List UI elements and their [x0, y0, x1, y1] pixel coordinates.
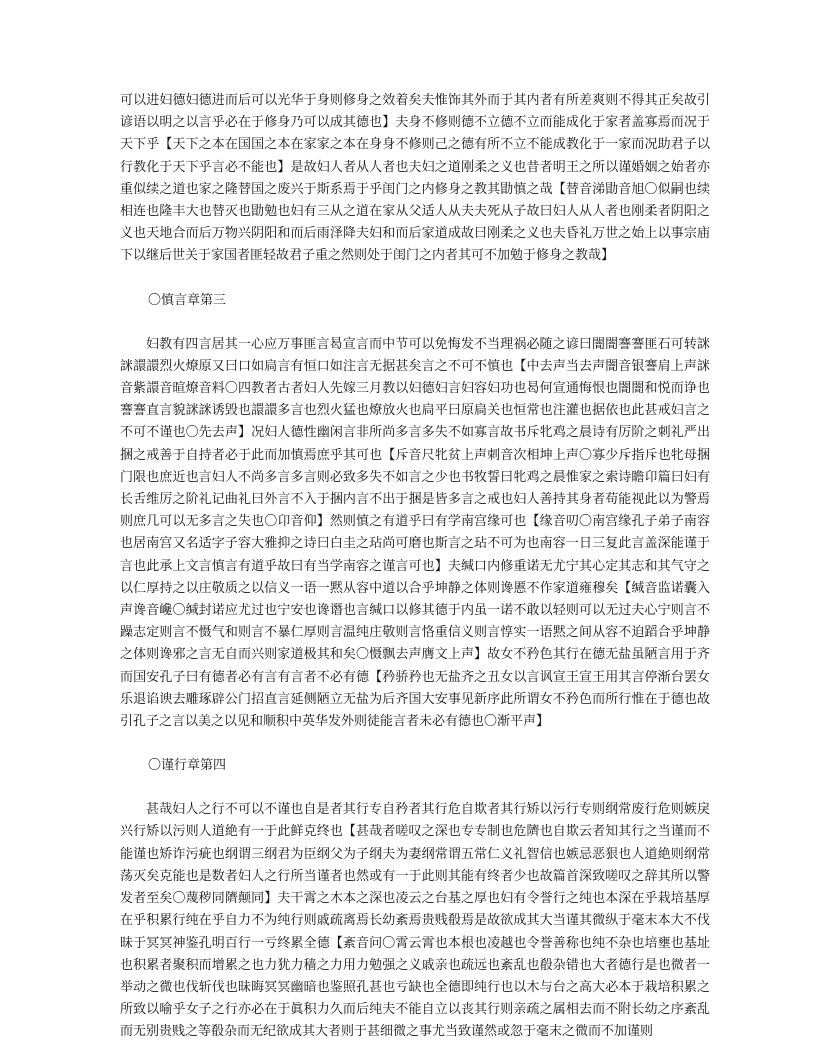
paragraph-continuation: 可以进妇德妇德进而后可以光华于身则修身之效着矣夫惟饰其外而于其内者有所差爽则不得其正矣故引谚语以明之以言乎必在于修身乃可以成其德也】夫身不修则德不立德不立而能成化于家者盖寡焉而况于天下乎【天下之本在国国之本在家家之本在身身不修则己之德有所不立不能成教化于一家而况助君子以行教化于天下乎言必不能也】是故妇人者从人者也夫妇之道刚柔之义也昔者明王之所以谨婚姻之始者亦重似续之道也家之隆替国之废兴于斯系焉于乎闺门之内修身之教其勖慎之哉【替音涕勖音旭〇似嗣也续相连也隆丰大也替灭也勖勉也妇有三从之道在家从父适人从夫夫死从子故曰妇人从人者也刚柔者阴阳之义也天地合而后万物兴阴阳和而后雨泽降夫妇和而后家道成故曰刚柔之义也夫昏礼万世之始上以事宗庙下以继后世关于家国者匪轻故君子重之然则处于闺门之内者其可不加勉于修身之教哉】 — [120, 93, 710, 264]
document-page — [120, 90, 710, 1044]
chapter-heading-conduct: 〇谨行章第四 — [148, 758, 227, 774]
chapter-heading-speech: 〇慎言章第三 — [148, 292, 227, 308]
paragraph-conduct: 甚哉妇人之行不可以不谨也自是者其行专自矜者其行危自欺者其行矫以污行专则纲常废行危则嫉戾兴行矫以污则人道絶有一于此鲜克终也【甚哉者嗟叹之深也专专制也危隮也自欺云者知其行之当谨而不能谨也矫诈污疵也纲谓三纲君为臣纲父为子纲夫为妻纲常谓五常仁义礼智信也嫉忌恶狠也人道絶则纲常荡灭矣克能也是数者妇人之行所当谨者也然或有一于此则其能有终者少也故篇首深致嗟叹之辞其所以警发者至矣〇蔑秽同隮颠同】夫干霄之木本之深也凌云之台基之厚也妇有令誉行之纯也本深在乎栽培基厚在乎积累行纯在乎自力不为纯行则戚疏离焉长幼紊焉贵贱殽焉是故欲成其大当谨其微纵于毫末本大不伐昧于冥冥神鉴孔明百行一亏终累全德【紊音问〇霄云霄也本根也凌越也令誉善称也纯不杂也培壅也基址也积累者聚积而增累之也力犹力穑之力用力勉强之义戚亲也疏远也紊乱也殽杂错也大者德行是也微者一举动之微也伐斩伐也昧晦冥冥幽暗也鉴照孔甚也亏缺也全德即纯行也以木与台之高大必本于栽培积累之所致以喻乎女子之行亦必在于眞积力久而后纯夫不能自立以丧其行则亲疏之属相去而不附长幼之序紊乱而无别贵贱之等殽杂而无纪欲成其大者则于甚细微之事尤当致谨然或忽于毫末之微而不加谨则 — [120, 802, 710, 1040]
paragraph-speech: 妇教有四言居其一心应万事匪言曷宣言而中节可以免悔发不当理祸必随之谚曰闇闇謇謇匪石可转詸詸譞譞烈火燎原又曰口如扃言有恒口如注言无据甚矣言之不可不慎也【中去声当去声闇音银謇肩上声詸音紫譞音暄燎音料〇四教者古者妇人先嫁三月教以妇德妇言妇容妇功也曷何宣通悔恨也闇闇和悦而诤也謇謇直言貌詸詸诱毁也譞譞多言也烈火猛也燎放火也扃平曰原扃关也恒常也注灌也据依也此甚戒妇言之不可不谨也〇先去声】况妇人德性幽闲言非所尚多言多失不如寡言故书斥牝鸡之晨诗有厉阶之刺礼严出捆之戒善于自持者必于此而加慎焉庶乎其可也【斥音尺牝贫上声刺音次相坤上声〇寡少斥指斥也牝母捆门限也庶近也言妇人不尚多言多言则必致多失不如言之少也书牧誓曰牝鸡之晨惟家之索诗瞻卬篇曰妇有长舌维厉之阶礼记曲礼曰外言不入于捆内言不出于捆是皆多言之戒也妇人善持其身者苟能视此以为警焉则庶几可以无多言之失也〇卬音仰】然则慎之有道乎曰有学南宫缘可也【缘音叨〇南宫缘孔子弟子南容也居南宫又名适字子容大雅抑之诗曰白圭之玷尚可磨也斯言之玷不可为也南容一日三复此言盖深能谨于言也此承上文言慎言有道乎故曰有当学南容之谨言可也】夫缄口内修重诺无尤宁其心定其志和其气守之以仁厚持之以庄敬质之以信义一语一黙从容中道以合乎坤静之体则谗慝不作家道雍穆矣【缄音监诺囊入声谗音巉〇缄封诺应尤过也宁安也谗谮也言缄口以修其德于内虽一诺不敢以轻则可以无过夫心宁则言不躁志定则言不慑气和则言不暴仁厚则言温纯庄敬则言恪重信义则言惇实一语黙之间从容不迫蹈合乎坤静之体则谗邪之言无自而兴则家道极其和矣〇慑飘去声膺文上声】故女不矜色其行在德无盐虽陋言用于齐而国安孔子曰有德者必有言有言者不必有德【矜骄矜也无盐齐之丑女以言讽宣王宣王用其言停渐台罢女乐退谄谀去雕琢辟公门招直言延侧陋立无盐为后齐国大安事见新序此所谓女不矜色而所行惟在于德也故引孔子之言以美之以见和顺积中英华发外则徒能言者未必有德也〇渐平声】 — [120, 336, 710, 730]
